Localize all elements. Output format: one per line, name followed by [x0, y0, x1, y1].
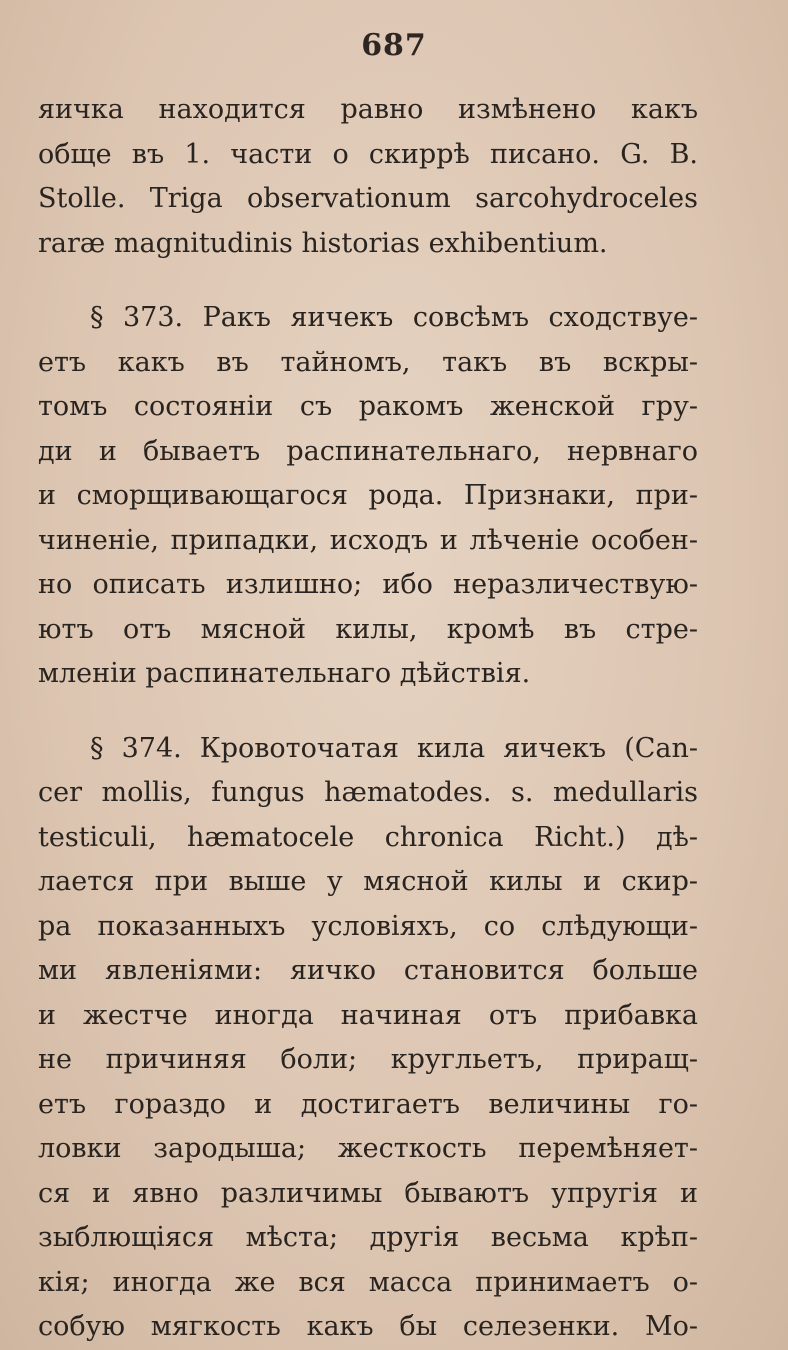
text-line: етъ какъ въ тайномъ, такъ въ вскры-: [38, 346, 698, 378]
text-line: ми явленіями: яичко становится больше: [38, 955, 698, 986]
text-line: ловки зародыша; жесткость перемѣняет-: [38, 1133, 698, 1164]
text-line: не причиняя боли; кругльетъ, приращ-: [38, 1044, 698, 1075]
text-line: обще въ 1. части о скиррѣ писано. G. B.: [38, 138, 698, 170]
text-line: ютъ отъ мясной килы, кромѣ въ стре-: [38, 613, 698, 645]
text-line: ся и явно различимы бываютъ упругія и: [38, 1177, 698, 1209]
text-line: raræ magnitudinis historias exhibentium.: [38, 227, 608, 259]
text-line: ди и бываетъ распинательнаго, нервнаго: [38, 435, 698, 467]
text-line: Stolle. Triga observationum sarcohydroceles: [38, 183, 698, 214]
text-line: зыблющіяся мѣста; другія весьма крѣп-: [38, 1222, 698, 1253]
text-line: лается при выше у мясной килы и скир-: [38, 866, 698, 897]
text-line: мленіи распинательнаго дѣйствія.: [38, 658, 531, 689]
text-line: чиненіе, припадки, исходъ и лѣченіе особен-: [38, 524, 698, 556]
text-line: § 373. Ракъ яичекъ совсѣмъ сходствуе-: [90, 302, 698, 333]
text-line: яичка находится равно измѣнено какъ: [38, 94, 698, 125]
paragraph-374: [38, 727, 698, 1350]
page-number: 687: [361, 28, 427, 63]
paragraph-1: [38, 88, 698, 266]
text-line: § 374. Кровоточатая кила яичекъ (Can-: [90, 732, 698, 764]
text-line: томъ состояніи съ ракомъ женской гру-: [38, 391, 698, 422]
page-text: [38, 88, 698, 1350]
text-line: етъ гораздо и достигаетъ величины го-: [38, 1088, 698, 1120]
text-line: и сморщивающагося рода. Признаки, при-: [38, 480, 698, 511]
text-line: но описать излишно; ибо неразличествую-: [38, 569, 698, 600]
text-line: cer mollis, fungus hæmatodes. s. medullaris: [38, 777, 698, 808]
text-line: собую мягкость какъ бы селезенки. Мо-: [38, 1311, 698, 1342]
text-line: и жестче иногда начиная отъ прибавка: [38, 999, 698, 1031]
text-line: ра показанныхъ условіяхъ, со слѣдующи-: [38, 910, 698, 942]
text-line: testiculi, hæmatocele chronica Richt.) дѣ-: [38, 821, 698, 853]
text-line: кія; иногда же вся масса принимаетъ о-: [38, 1266, 698, 1298]
paragraph-373: [38, 296, 698, 697]
